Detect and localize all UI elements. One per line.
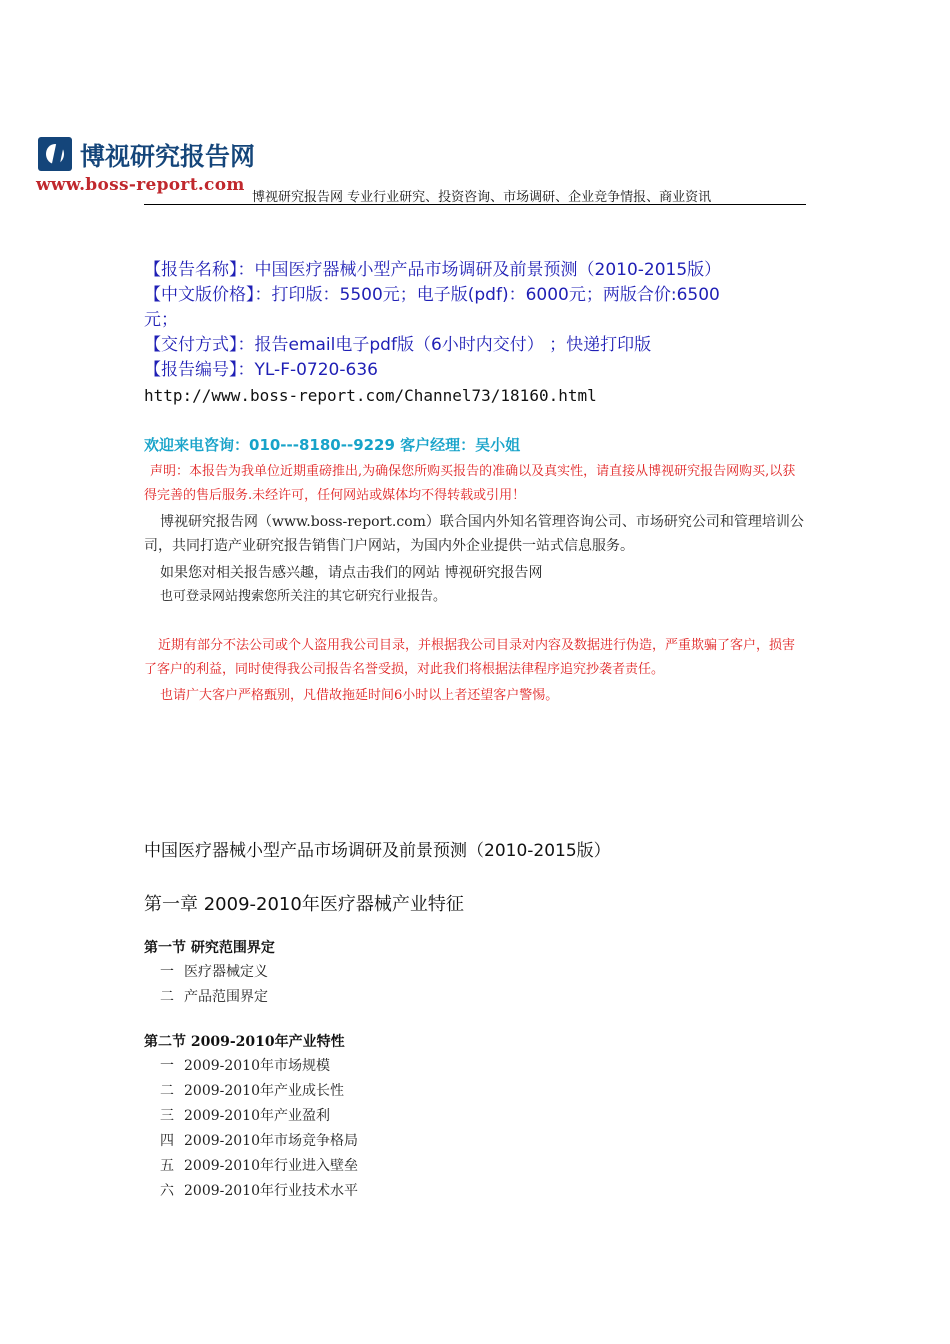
logo-name: 博视研究报告网 <box>80 142 256 171</box>
toc-title: 中国医疗器械小型产品市场调研及前景预测（2010-2015版） <box>144 841 611 861</box>
report-info <box>144 258 804 408</box>
section-heading: 第二节 2009-2010年产业特性 <box>144 1034 345 1050</box>
toc-item: 六 2009-2010年行业技术水平 <box>160 1183 358 1199</box>
chapter-heading: 第一章 2009-2010年医疗器械产业特征 <box>144 894 464 915</box>
warning-note: 也请广大客户严格甄别，凡借故拖延时间6小时以上者还望客户警惕。 <box>160 688 559 703</box>
section-heading: 第一节 研究范围界定 <box>144 940 275 956</box>
header-divider <box>144 204 806 205</box>
report-delivery: 【交付方式】：报告email电子pdf版（6小时内交付） ；快递打印版 <box>144 335 652 355</box>
warning-paragraph: 近期有部分不法公司或个人盗用我公司目录，并根据我公司目录对内容及数据进行伪造，严重欺骗了客户，损害了客户的利益，同时使得我公司报告名誉受损，对此我们将根据法律程序追究抄袭者责任。 <box>144 638 796 677</box>
report-url-link[interactable]: http://www.boss-report.com/Channel73/18160.html <box>144 386 597 405</box>
report-price: 【中文版价格】：打印版：5500元；电子版(pdf)：6000元；两版合价:6500 <box>144 285 720 305</box>
toc-item: 三 2009-2010年产业盈利 <box>160 1108 330 1124</box>
report-id: 【报告编号】：YL-F-0720-636 <box>144 360 378 380</box>
intro-paragraph: 博视研究报告网（www.boss-report.com）联合国内外知名管理咨询公司、市场研究公司和管理培训公司，共同打造产业研究报告销售门户网站，为国内外企业提供一站式信息服务。 <box>144 514 804 554</box>
contact-line: 欢迎来电咨询：010---8180--9229 客户经理：吴小姐 <box>144 436 521 454</box>
toc-item: 一 2009-2010年市场规模 <box>160 1058 330 1074</box>
toc-item: 四 2009-2010年市场竞争格局 <box>160 1133 358 1149</box>
logo-url: www.boss-report.com <box>36 175 245 195</box>
search-line: 也可登录网站搜索您所关注的其它研究行业报告。 <box>160 589 447 604</box>
header-tagline: 博视研究报告网 专业行业研究、投资咨询、市场调研、企业竞争情报、商业资讯 <box>252 190 712 205</box>
toc-item: 五 2009-2010年行业进入壁垒 <box>160 1158 358 1174</box>
toc-item: 一 医疗器械定义 <box>160 964 268 980</box>
toc-item: 二 2009-2010年产业成长性 <box>160 1083 344 1099</box>
report-name: 【报告名称】：中国医疗器械小型产品市场调研及前景预测（2010-2015版） <box>144 260 722 280</box>
toc-item: 二 产品范围界定 <box>160 989 268 1005</box>
statement: 声明：本报告为我单位近期重磅推出,为确保您所购买报告的准确以及真实性，请直接从博视研究报告网购买,以获得完善的售后服务.未经许可，任何网站或媒体均不得转载或引用！ <box>144 464 796 503</box>
interest-line[interactable]: 如果您对相关报告感兴趣，请点击我们的网站 博视研究报告网 <box>160 565 543 581</box>
report-price-cont: 元； <box>144 310 178 330</box>
logo-icon <box>38 137 72 171</box>
site-logo[interactable] <box>36 133 256 203</box>
